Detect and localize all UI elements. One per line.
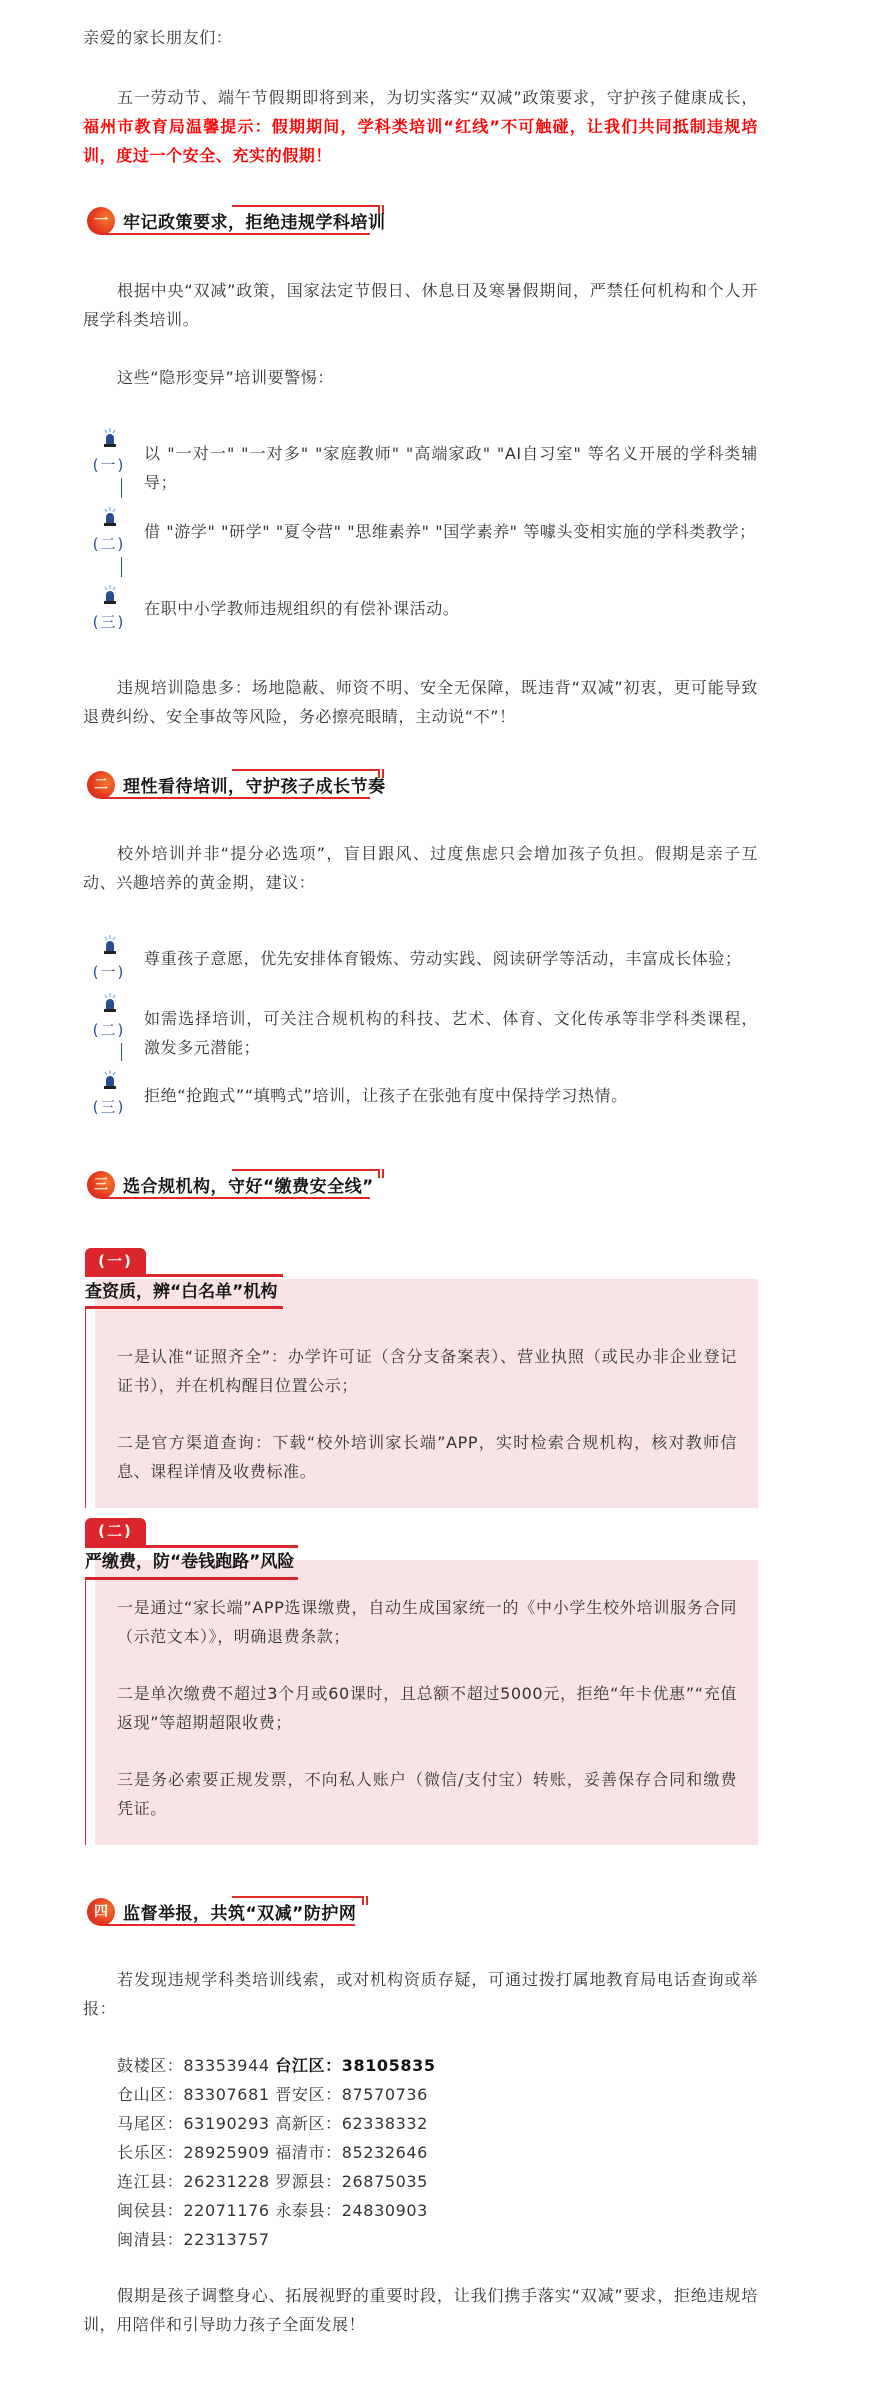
intro-paragraph xyxy=(83,83,758,170)
box-left-border xyxy=(85,1580,86,1845)
greeting: 亲爱的家长朋友们： xyxy=(83,28,233,47)
section-title: 理性看待培训，守护孩子成长节奏 xyxy=(123,777,386,797)
header-top-line xyxy=(232,1169,378,1171)
box-paragraph: 二是官方渠道查询：下载“校外培训家长端”APP，实时检索合规机构，核对教师信息、课程详情及收费标准。 xyxy=(117,1433,737,1481)
item-text: 如需选择培训，可关注合规机构的科技、艺术、体育、文化传承等非学科类课程，激发多元潜能； xyxy=(144,1009,758,1057)
box-paragraph: 一是认准“证照齐全”：办学许可证（含分支备案表）、营业执照（或民办非企业登记证书），并在机构醒目位置公示； xyxy=(117,1347,737,1395)
header-bottom-line xyxy=(100,797,370,799)
item-number: (三) xyxy=(92,1098,126,1116)
contact-phone: 仓山区：83307681 xyxy=(117,2085,270,2104)
contact-phone: 闽侯县：22071176 xyxy=(117,2201,270,2220)
paragraph: 若发现违规学科类培训线索，或对机构资质存疑，可通过拨打属地教育局电话查询或举报： xyxy=(83,1970,758,2018)
box-tab: (一) xyxy=(85,1248,146,1275)
contact-line xyxy=(117,2051,436,2080)
closing-paragraph: 假期是孩子调整身心、拓展视野的重要时段，让我们携手落实“双减”要求，拒绝违规培训，用陪伴和引导助力孩子全面发展！ xyxy=(83,2286,758,2334)
header-top-line xyxy=(232,769,378,771)
contact-phone: 福清市：85232646 xyxy=(275,2143,428,2162)
siren-icon xyxy=(102,993,118,1013)
section-header-4 xyxy=(85,1896,375,1928)
item-text: 尊重孩子意愿，优先安排体育锻炼、劳动实践、阅读研学等活动，丰富成长体验； xyxy=(144,949,742,968)
section-header-3 xyxy=(85,1169,390,1201)
contact-phone: 马尾区：63190293 xyxy=(117,2114,270,2133)
header-bars-decoration xyxy=(378,1169,380,1178)
contact-phone: 鼓楼区：83353944 xyxy=(117,2056,270,2075)
paragraph: 根据中央“双减”政策，国家法定节假日、休息日及寒暑假期间，严禁任何机构和个人开展学科类培训。 xyxy=(83,281,758,329)
siren-icon xyxy=(102,428,118,448)
section-title: 监督举报，共筑“双减”防护网 xyxy=(123,1904,357,1924)
item-text: 以 "一对一" "一对多" "家庭教师" "高端家政" "AI自习室" 等名义开展的学科类辅导； xyxy=(144,444,758,492)
box-paragraph: 三是务必索要正规发票，不向私人账户（微信/支付宝）转账，妥善保存合同和缴费凭证。 xyxy=(117,1770,737,1818)
item-number: (三) xyxy=(92,613,126,631)
header-bottom-line xyxy=(100,1924,355,1926)
contact-phone: 长乐区：28925909 xyxy=(117,2143,270,2162)
box-left-border xyxy=(85,1309,86,1508)
item-text: 在职中小学教师违规组织的有偿补课活动。 xyxy=(144,599,460,618)
section-header-1 xyxy=(85,205,390,237)
contact-phone: 永泰县：24830903 xyxy=(275,2201,428,2220)
tab-underline xyxy=(85,1545,298,1548)
contact-phone: 晋安区：87570736 xyxy=(275,2085,428,2104)
contact-phone: 连江县：26231228 xyxy=(117,2172,270,2191)
siren-icon xyxy=(102,1070,118,1090)
item-number: (二) xyxy=(92,1021,126,1039)
siren-icon xyxy=(102,585,118,605)
header-bottom-line xyxy=(100,233,370,235)
item-number: (二) xyxy=(92,535,126,553)
header-bottom-line xyxy=(100,1197,370,1199)
box-paragraph: 一是通过“家长端”APP选课缴费，自动生成国家统一的《中小学生校外培训服务合同（示范文本）》，明确退费条款； xyxy=(117,1598,737,1646)
box-title: 严缴费，防“卷钱跑路”风险 xyxy=(85,1552,295,1572)
section-number-badge: 一 xyxy=(87,207,115,235)
siren-icon xyxy=(102,507,118,527)
section-header-2 xyxy=(85,769,390,801)
header-bars-decoration xyxy=(362,1896,364,1905)
item-text: 拒绝“抢跑式”“填鸭式”培训，让孩子在张弛有度中保持学习热情。 xyxy=(144,1086,628,1105)
box-tab: (二) xyxy=(85,1518,146,1545)
tab-underline xyxy=(85,1274,283,1277)
paragraph: 校外培训并非“提分必选项”，盲目跟风、过度焦虑只会增加孩子负担。假期是亲子互动、兴趣培养的黄金期，建议： xyxy=(83,844,758,892)
paragraph: 这些“隐形变异”培训要警惕： xyxy=(117,368,334,387)
item-number: (一) xyxy=(92,456,126,474)
section-title: 牢记政策要求，拒绝违规学科培训 xyxy=(123,213,386,233)
header-top-line xyxy=(232,205,378,207)
section-number-badge: 三 xyxy=(87,1171,115,1199)
header-top-line xyxy=(232,1896,362,1898)
box-title: 查资质，辨“白名单”机构 xyxy=(85,1282,278,1302)
contact-line xyxy=(117,2080,428,2109)
contact-line xyxy=(117,2109,428,2138)
section-number-badge: 二 xyxy=(87,771,115,799)
title-underline xyxy=(85,1577,298,1580)
item-text: 借 "游学" "研学" "夏令营" "思维素养" "国学素养" 等噱头变相实施的学科类教学； xyxy=(144,522,756,541)
connector-line xyxy=(121,557,122,577)
contact-line xyxy=(117,2196,428,2225)
item-number: (一) xyxy=(92,963,126,981)
contact-line xyxy=(117,2167,428,2196)
contact-line xyxy=(117,2225,270,2254)
title-underline xyxy=(85,1306,283,1309)
section-number-badge: 四 xyxy=(87,1898,115,1926)
section-title: 选合规机构，守好“缴费安全线” xyxy=(123,1177,374,1197)
intro-text: 五一劳动节、端午节假期即将到来，为切实落实“双减”政策要求，守护孩子健康成长， xyxy=(117,88,758,107)
contact-line xyxy=(117,2138,428,2167)
paragraph: 违规培训隐患多：场地隐蔽、师资不明、安全无保障，既违背“双减”初衷，更可能导致退费纠纷、安全事故等风险，务必擦亮眼睛，主动说“不”！ xyxy=(83,678,758,726)
intro-highlight: 福州市教育局温馨提示：假期期间，学科类培训“红线”不可触碰，让我们共同抵制违规培训，度过一个安全、充实的假期！ xyxy=(83,117,758,165)
connector-line xyxy=(121,478,122,498)
siren-icon xyxy=(102,935,118,955)
connector-line xyxy=(121,1043,122,1061)
contact-phone: 闽清县：22313757 xyxy=(117,2230,270,2249)
box-paragraph: 二是单次缴费不超过3个月或60课时，且总额不超过5000元，拒绝“年卡优惠”“充值返现”等超期超限收费； xyxy=(117,1684,737,1732)
contact-phone: 高新区：62338332 xyxy=(275,2114,428,2133)
contact-phone: 台江区：38105835 xyxy=(275,2056,436,2075)
contact-phone: 罗源县：26875035 xyxy=(275,2172,428,2191)
